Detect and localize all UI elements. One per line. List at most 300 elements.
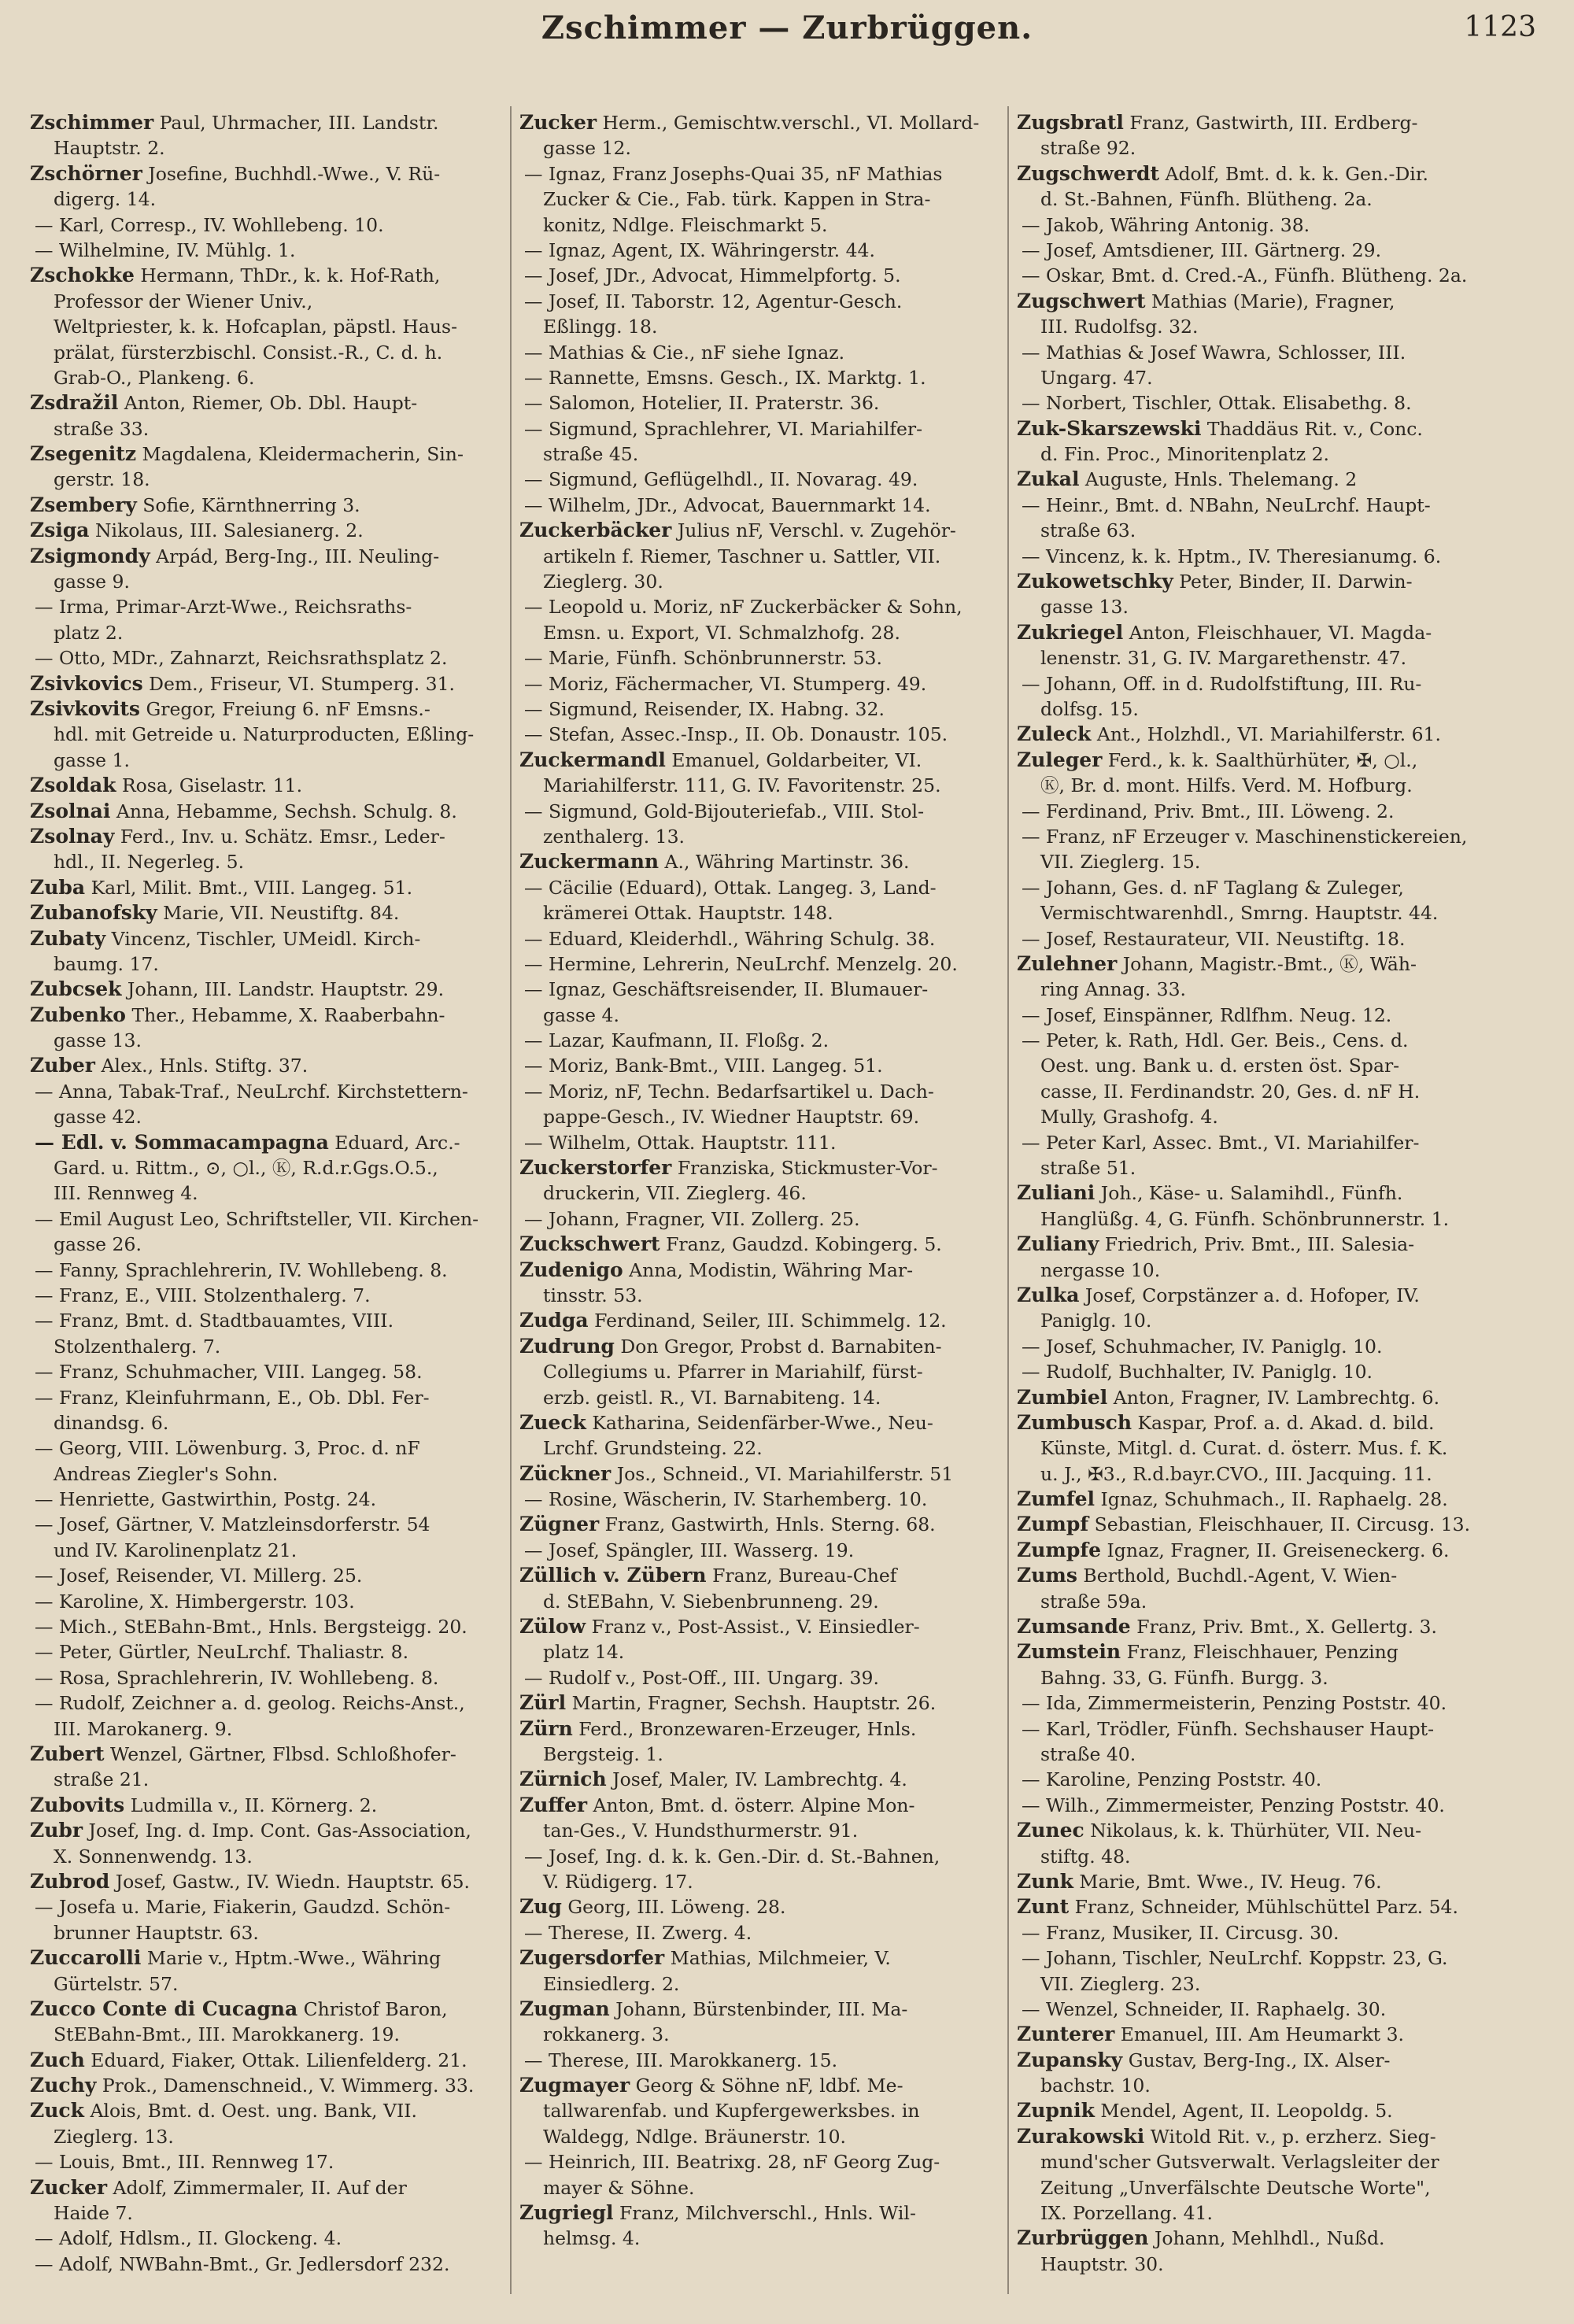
entry-text: — Johann, Fragner, VII. Zollerg. 25. [524, 1207, 860, 1230]
entry-line [30, 2200, 512, 2226]
entry-text: — Adolf, NWBahn-Bmt., Gr. Jedlersdorf 232. [35, 2252, 450, 2275]
entry-line [519, 773, 1007, 798]
entry-text: erzb. geistl. R., VI. Barnabiteng. 14. [543, 1386, 881, 1409]
entry-text: Herm., Gemischtw.verschl., VI. Mollard- [597, 112, 980, 134]
entry-line [1017, 1767, 1546, 1792]
entry-text: Stolzenthalerg. 7. [54, 1335, 221, 1358]
directory-column-1 [30, 110, 512, 2314]
entry-surname: Zubenko [30, 1003, 126, 1026]
entry-line [1017, 518, 1546, 543]
entry-text: — Franz, E., VIII. Stolzenthalerg. 7. [35, 1284, 371, 1306]
entry-heading-line [519, 518, 1007, 543]
entry-surname: Zülow [519, 1615, 586, 1639]
entry-line [1017, 1793, 1546, 1818]
entry-line [30, 1665, 512, 1690]
entry-text: V. Rüdigerg. 17. [543, 1870, 693, 1893]
entry-heading-line [30, 1945, 512, 1971]
entry-text: Gregor, Freiung 6. nF Emsns.- [140, 697, 430, 720]
entry-heading-line [519, 1894, 1007, 1919]
entry-line [30, 289, 512, 314]
entry-text: — Karl, Trödler, Fünfh. Sechshauser Haupt- [1022, 1717, 1435, 1740]
entry-text: Hermann, ThDr., k. k. Hof-Rath, [134, 264, 441, 287]
entry-heading-line [30, 2048, 512, 2073]
entry-heading-line [1017, 2098, 1546, 2123]
entry-heading-line [1017, 289, 1546, 314]
entry-text: — Ida, Zimmermeisterin, Penzing Poststr. 40. [1022, 1692, 1447, 1715]
entry-text: Vincenz, Tischler, UMeidl. Kirch- [105, 927, 421, 950]
entry-text: dinandsg. 6. [54, 1411, 169, 1434]
entry-surname: Zsivkovits [30, 696, 140, 720]
entry-text: — Rannette, Emsns. Gesch., IX. Marktg. 1. [524, 366, 926, 389]
entry-text: — Josef, JDr., Advocat, Himmelpfortg. 5. [524, 264, 901, 287]
entry-surname: Zubcsek [30, 977, 122, 1001]
entry-surname: Zuckerstorfer [519, 1156, 672, 1180]
entry-text: Don Gregor, Probst d. Barnabiten- [614, 1335, 942, 1358]
entry-text: — Johann, Tischler, NeuLrchf. Koppstr. 23, G. [1022, 1947, 1448, 1970]
entry-text: — Wilhelmine, IV. Mühlg. 1. [35, 238, 296, 261]
entry-line [30, 1385, 512, 1410]
entry-text: — Leopold u. Moriz, nF Zuckerbäcker & Sohn, [524, 596, 963, 619]
entry-surname: Zsiga [30, 519, 90, 542]
entry-text: — Wilhelm, Ottak. Hauptstr. 111. [524, 1131, 837, 1154]
entry-line [30, 187, 512, 212]
entry-line [519, 977, 1007, 1002]
entry-text: artikeln f. Riemer, Taschner u. Sattler, VII. [543, 545, 941, 567]
entry-text: platz 2. [54, 621, 124, 644]
entry-heading-line [30, 2175, 512, 2200]
entry-line [30, 212, 512, 238]
entry-line [519, 2175, 1007, 2200]
entry-text: VII. Zieglerg. 15. [1040, 851, 1201, 874]
entry-line [30, 1844, 512, 1869]
entry-text: — Irma, Primar-Arzt-Wwe., Reichsraths- [35, 596, 412, 619]
entry-surname: Zug [519, 1895, 562, 1919]
entry-line [30, 1410, 512, 1435]
entry-text: — Karl, Corresp., IV. Wohllebeng. 10. [35, 213, 384, 236]
entry-text: Marie, VII. Neustiftg. 84. [157, 902, 400, 925]
entry-text: — Franz, Schuhmacher, VIII. Langeg. 58. [35, 1361, 423, 1384]
entry-text: — Ignaz, Franz Josephs-Quai 35, nF Mathias [524, 162, 943, 185]
entry-text: — Rosa, Sprachlehrerin, IV. Wohllebeng. 8. [35, 1666, 439, 1689]
entry-text: Johann, Magistr.-Bmt., Ⓚ, Wäh- [1117, 952, 1417, 975]
entry-line [30, 314, 512, 339]
entry-text: Franz, Priv. Bmt., X. Gellertg. 3. [1130, 1616, 1437, 1639]
entry-heading-line [519, 1690, 1007, 1716]
entry-text: Gürtelstr. 57. [54, 1972, 179, 1995]
entry-line [1017, 2252, 1546, 2277]
entry-heading-line [30, 263, 512, 288]
entry-text: Hauptstr. 30. [1040, 2252, 1164, 2275]
entry-heading-line [1017, 1869, 1546, 1894]
entry-heading-line [519, 1334, 1007, 1359]
entry-text: — Josef, Spängler, III. Wasserg. 19. [524, 1539, 855, 1561]
entry-line [519, 824, 1007, 849]
entry-text: — Mathias & Cie., nF siehe Ignaz. [524, 341, 845, 364]
entry-text: Ignaz, Schuhmach., II. Raphaelg. 28. [1095, 1488, 1448, 1511]
entry-text: stiftg. 48. [1040, 1845, 1131, 1868]
entry-heading-line [30, 1818, 512, 1843]
entry-heading-line [30, 773, 512, 798]
entry-heading-line [30, 544, 512, 569]
entry-text: Josef, Corpstänzer a. d. Hofoper, IV. [1079, 1284, 1420, 1306]
entry-text: Mully, Grashofg. 4. [1040, 1106, 1218, 1129]
entry-surname: Zubert [30, 1742, 105, 1765]
entry-text: Mathias, Milchmeier, V. [664, 1947, 891, 1970]
entry-line [1017, 671, 1546, 696]
entry-text: Andreas Ziegler's Sohn. [54, 1462, 279, 1485]
entry-text: Hauptstr. 2. [54, 137, 165, 160]
entry-line [30, 1028, 512, 1053]
entry-line [519, 212, 1007, 238]
entry-text: Mariahilferstr. 111, G. IV. Favoritenstr. 25. [543, 774, 941, 797]
entry-line [30, 1563, 512, 1588]
entry-text: Collegiums u. Pfarrer in Mariahilf, fürst- [543, 1361, 923, 1384]
entry-text: — Adolf, Hdlsm., II. Glockeng. 4. [35, 2227, 342, 2250]
entry-text: Johann, III. Landstr. Hauptstr. 29. [121, 978, 445, 1001]
entry-text: Franz, Gastwirth, III. Erdberg- [1123, 112, 1418, 134]
entry-text: Ferd., Bronzewaren-Erzeuger, Hnls. [572, 1717, 917, 1740]
entry-surname: Zukal [1017, 467, 1080, 491]
entry-surname: Zuckschwert [519, 1232, 660, 1256]
entry-line [1017, 263, 1546, 288]
entry-line [519, 1385, 1007, 1410]
entry-line [519, 1589, 1007, 1614]
entry-surname: Zuliani [1017, 1181, 1096, 1205]
entry-heading-line [30, 875, 512, 900]
entry-text: — Ignaz, Geschäftsreisender, II. Blumauer- [524, 978, 929, 1001]
entry-text: gasse 26. [54, 1233, 142, 1256]
entry-line [519, 1844, 1007, 1869]
entry-text: Zeitung „Unverfälschte Deutsche Worte", [1040, 2176, 1431, 2199]
entry-text: straße 21. [54, 1768, 150, 1791]
entry-surname: Zubanofsky [30, 901, 157, 925]
entry-heading-line [30, 1793, 512, 1818]
entry-line [30, 1589, 512, 1614]
entry-line [519, 1818, 1007, 1843]
entry-line [30, 238, 512, 263]
entry-surname: Zumsande [1017, 1615, 1131, 1639]
page-number: 1123 [1464, 11, 1536, 43]
entry-text: hdl. mit Getreide u. Naturproducten, Eßling- [54, 723, 475, 746]
entry-heading-line [519, 1461, 1007, 1487]
entry-text: Zieglerg. 13. [54, 2125, 174, 2148]
entry-surname: Zugmayer [519, 2074, 630, 2097]
entry-text: Franz, Bureau-Chef [706, 1565, 897, 1587]
entry-surname: Zums [1017, 1564, 1077, 1587]
entry-surname: Zsolnay [30, 824, 115, 848]
entry-text: — Salomon, Hotelier, II. Praterstr. 36. [524, 392, 880, 415]
entry-line [519, 1538, 1007, 1563]
entry-line [30, 2022, 512, 2047]
entry-line [519, 2098, 1007, 2123]
entry-text: — Sigmund, Gold-Bijouteriefab., VIII. Stol- [524, 800, 925, 822]
entry-line [1017, 773, 1546, 798]
entry-text: — Sigmund, Geflügelhdl., II. Novarag. 49. [524, 468, 918, 491]
entry-line [30, 2124, 512, 2149]
entry-text: — Josef, Amtsdiener, III. Gärtnerg. 29. [1022, 238, 1382, 261]
entry-text: Sofie, Kärnthnerring 3. [136, 493, 360, 516]
entry-text: — Therese, III. Marokkanerg. 15. [524, 2049, 838, 2071]
entry-line [1017, 1003, 1546, 1028]
entry-text: Weltpriester, k. k. Hofcaplan, päpstl. Haus- [54, 316, 458, 338]
entry-surname: Zuliany [1017, 1232, 1099, 1256]
entry-heading-line [1017, 569, 1546, 594]
directory-column-3 [1017, 110, 1546, 2314]
entry-line [30, 135, 512, 161]
entry-text: bachstr. 10. [1040, 2075, 1151, 2097]
entry-heading-line [30, 977, 512, 1002]
entry-surname: Zuleger [1017, 748, 1103, 771]
entry-text: Kaspar, Prof. a. d. Akad. d. bild. [1132, 1411, 1435, 1434]
entry-text: — Hermine, Lehrerin, NeuLrchf. Menzelg. 20. [524, 952, 958, 975]
page-header [0, 9, 1574, 57]
entry-line [1017, 187, 1546, 212]
entry-text: StEBahn-Bmt., III. Marokkanerg. 19. [54, 2023, 400, 2046]
entry-line [30, 1308, 512, 1333]
entry-text: Anton, Bmt. d. österr. Alpine Mon- [587, 1794, 915, 1816]
entry-line [519, 135, 1007, 161]
entry-text: — Karoline, X. Himbergerstr. 103. [35, 1590, 355, 1613]
entry-heading-line [519, 748, 1007, 773]
entry-text: — Fanny, Sprachlehrerin, IV. Wohllebeng. 8. [35, 1258, 448, 1281]
entry-surname: Zürnich [519, 1768, 607, 1791]
entry-line [30, 1920, 512, 1945]
entry-text: — Josef, Reisender, VI. Millerg. 25. [35, 1565, 363, 1587]
entry-text: — Rudolf, Zeichner a. d. geolog. Reichs-Anst., [35, 1692, 465, 1715]
entry-text: — Wenzel, Schneider, II. Raphaelg. 30. [1022, 1997, 1387, 2020]
entry-text: Mathias (Marie), Fragner, [1145, 290, 1395, 312]
entry-text: — Rudolf v., Post-Off., III. Ungarg. 39. [524, 1666, 879, 1689]
entry-surname: Zumbiel [1017, 1385, 1108, 1409]
entry-line [1017, 1461, 1546, 1487]
entry-heading-line [30, 2098, 512, 2123]
entry-heading-line [1017, 110, 1546, 135]
entry-surname: Zuccarolli [30, 1946, 142, 1970]
entry-text: tan-Ges., V. Hundsthurmerstr. 91. [543, 1820, 859, 1842]
entry-text: Ignaz, Fragner, II. Greiseneckerg. 6. [1101, 1539, 1450, 1561]
entry-text: straße 63. [1040, 519, 1136, 542]
entry-line [1017, 1359, 1546, 1384]
entry-text: straße 59a. [1040, 1590, 1147, 1613]
entry-text: straße 40. [1040, 1743, 1136, 1765]
entry-line [519, 314, 1007, 339]
entry-heading-line [30, 1053, 512, 1078]
entry-text: Anton, Fleischhauer, VI. Magda- [1123, 621, 1432, 644]
entry-text: X. Sonnenwendg. 13. [54, 1845, 253, 1868]
entry-text: Ludmilla v., II. Körnerg. 2. [124, 1794, 378, 1816]
entry-line [519, 722, 1007, 747]
entry-heading-line [1017, 1232, 1546, 1257]
entry-heading-line [30, 799, 512, 824]
entry-text: — Josef, Gärtner, V. Matzleinsdorferstr. 54 [35, 1513, 430, 1536]
entry-surname: Zsoldak [30, 774, 116, 797]
entry-text: Johann, Bürstenbinder, III. Ma- [609, 1997, 908, 2020]
entry-line [1017, 1334, 1546, 1359]
entry-heading-line [30, 900, 512, 926]
entry-surname: Zucker [30, 2175, 108, 2199]
entry-text: pappe-Gesch., IV. Wiedner Hauptstr. 69. [543, 1106, 920, 1129]
entry-text: Lrchf. Grundsteing. 22. [543, 1437, 763, 1460]
entry-line [519, 1359, 1007, 1384]
entry-text: Martin, Fragner, Sechsh. Hauptstr. 26. [566, 1692, 937, 1715]
entry-text: Bahng. 33, G. Fünfh. Burgg. 3. [1040, 1666, 1328, 1689]
entry-line [1017, 900, 1546, 926]
entry-text: Magdalena, Kleidermacherin, Sin- [136, 443, 464, 466]
entry-line [519, 671, 1007, 696]
entry-text: Georg & Söhne nF, ldbf. Me- [630, 2075, 903, 2097]
entry-line [30, 748, 512, 773]
entry-surname: Zunt [1017, 1895, 1070, 1919]
entry-text: Friedrich, Priv. Bmt., III. Salesia- [1099, 1233, 1415, 1256]
entry-text: baumg. 17. [54, 952, 159, 975]
entry-heading-line [519, 1767, 1007, 1792]
entry-line [1017, 135, 1546, 161]
entry-text: Professor der Wiener Univ., [54, 290, 313, 312]
entry-surname: Zürn [519, 1716, 573, 1740]
entry-line [30, 1359, 512, 1384]
entry-line [519, 1079, 1007, 1104]
entry-line [30, 1079, 512, 1104]
entry-surname: Zuckerbäcker [519, 519, 672, 542]
entry-text: Franz, Gastwirth, Hnls. Sterng. 68. [599, 1513, 936, 1536]
entry-text: gasse 13. [54, 1029, 142, 1052]
entry-text: Emanuel, Goldarbeiter, VI. [665, 748, 922, 771]
entry-heading-line [1017, 2022, 1546, 2047]
entry-text: druckerin, VII. Zieglerg. 46. [543, 1182, 807, 1205]
entry-text: Einsiedlerg. 2. [543, 1972, 680, 1995]
entry-text: Franz, Milchverschl., Hnls. Wil- [613, 2202, 916, 2225]
entry-text: Emanuel, III. Am Heumarkt 3. [1114, 2023, 1405, 2046]
entry-line [1017, 875, 1546, 900]
entry-surname: Zudenigo [519, 1258, 623, 1281]
entry-text: krämerei Ottak. Hauptstr. 148. [543, 902, 833, 925]
entry-heading-line [519, 1716, 1007, 1742]
entry-text: — Karoline, Penzing Poststr. 40. [1022, 1768, 1322, 1791]
entry-line [30, 1435, 512, 1461]
entry-surname: Zunk [1017, 1869, 1073, 1893]
entry-text: Karl, Milit. Bmt., VIII. Langeg. 51. [85, 876, 413, 899]
entry-line [30, 2252, 512, 2277]
entry-line [30, 467, 512, 492]
entry-text: — Rudolf, Buchhalter, IV. Paniglg. 10. [1022, 1361, 1373, 1384]
entry-surname: Zugschwert [1017, 289, 1146, 312]
directory-column-2 [519, 110, 1007, 2314]
entry-text: brunner Hauptstr. 63. [54, 1921, 259, 1944]
entry-line [30, 1232, 512, 1257]
entry-heading-line [1017, 1639, 1546, 1664]
column-divider [1007, 106, 1009, 2294]
entry-text: — Moriz, nF, Techn. Bedarfsartikel u. Dach- [524, 1080, 934, 1103]
entry-line [1017, 365, 1546, 390]
entry-text: Paniglg. 10. [1040, 1310, 1152, 1332]
entry-line [30, 951, 512, 977]
entry-text: Ant., Holzhdl., VI. Mariahilferstr. 61. [1091, 723, 1441, 746]
entry-surname: Zupansky [1017, 2048, 1123, 2071]
entry-text: — Josef, Restaurateur, VII. Neustiftg. 18. [1022, 927, 1406, 950]
entry-text: — Peter, Gürtler, NeuLrchf. Thaliastr. 8. [35, 1641, 409, 1664]
entry-text: Gard. u. Rittm., ⊙, ○l., Ⓚ, R.d.r.Ggs.O.5., [54, 1157, 438, 1180]
entry-text: Mendel, Agent, II. Leopoldg. 5. [1094, 2100, 1393, 2123]
entry-text: — Eduard, Kleiderhdl., Währing Schulg. 38. [524, 927, 936, 950]
entry-heading-line [1017, 467, 1546, 492]
entry-heading-line [1017, 1487, 1546, 1512]
entry-surname: Zumbusch [1017, 1410, 1132, 1434]
entry-line [1017, 1104, 1546, 1129]
entry-surname: Zurakowski [1017, 2124, 1145, 2148]
entry-heading-line [30, 518, 512, 543]
entry-line [519, 1003, 1007, 1028]
entry-text: Franz, Fleischhauer, Penzing [1121, 1641, 1398, 1664]
entry-text: Josef, Gastw., IV. Wiedn. Hauptstr. 65. [109, 1870, 471, 1893]
entry-surname: Zulka [1017, 1283, 1080, 1306]
entry-surname: Zuckermandl [519, 748, 666, 771]
entry-text: gasse 42. [54, 1106, 142, 1129]
entry-heading-line [1017, 1512, 1546, 1537]
entry-line [1017, 1716, 1546, 1742]
entry-line [1017, 926, 1546, 951]
entry-line [519, 900, 1007, 926]
entry-text: Anton, Fragner, IV. Lambrechtg. 6. [1107, 1386, 1440, 1409]
entry-line [1017, 696, 1546, 722]
entry-line [519, 569, 1007, 594]
entry-heading-line [30, 824, 512, 849]
entry-surname: Zuchy [30, 2074, 97, 2097]
entry-text: Julius nF, Verschl. v. Zugehör- [671, 519, 956, 542]
entry-text: — Stefan, Assec.-Insp., II. Ob. Donaustr. 105. [524, 723, 948, 746]
entry-text: — Moriz, Fächermacher, VI. Stumperg. 49. [524, 672, 927, 695]
entry-heading-line [519, 1563, 1007, 1588]
entry-line [1017, 799, 1546, 824]
entry-text: konitz, Ndlge. Fleischmarkt 5. [543, 213, 828, 236]
entry-surname: Zuckermann [519, 850, 660, 874]
entry-text: Marie, Bmt. Wwe., IV. Heug. 76. [1073, 1870, 1382, 1893]
entry-line [519, 442, 1007, 467]
entry-heading-line [30, 442, 512, 467]
entry-text: straße 45. [543, 443, 639, 466]
entry-line [1017, 442, 1546, 467]
entry-line [30, 645, 512, 671]
entry-line [1017, 1079, 1546, 1104]
entry-text: — Lazar, Kaufmann, II. Floßg. 2. [524, 1029, 829, 1052]
entry-surname: Zubovits [30, 1793, 125, 1816]
entry-line [30, 1971, 512, 1997]
entry-line [1017, 2073, 1546, 2098]
entry-line [30, 569, 512, 594]
entry-text: — Josef, Schuhmacher, IV. Paniglg. 10. [1022, 1335, 1383, 1358]
entry-text: — Therese, II. Zwerg. 4. [524, 1921, 752, 1944]
entry-text: Jos., Schneid., VI. Mariahilferstr. 51 [611, 1462, 954, 1485]
entry-line [30, 1461, 512, 1487]
entry-line [519, 799, 1007, 824]
entry-line [30, 1538, 512, 1563]
entry-heading-line [30, 110, 512, 135]
entry-heading-line [1017, 1385, 1546, 1410]
entry-surname: Zucker [519, 111, 597, 134]
entry-line [30, 1894, 512, 1919]
entry-text: — Ferdinand, Priv. Bmt., III. Löweng. 2. [1022, 800, 1395, 822]
entry-line [1017, 1028, 1546, 1053]
entry-surname: Züllich v. Zübern [519, 1564, 707, 1587]
entry-surname: Zückner [519, 1461, 611, 1485]
entry-text: III. Marokanerg. 9. [54, 1717, 233, 1740]
entry-text: helmsg. 4. [543, 2227, 641, 2250]
entry-text: straße 51. [1040, 1157, 1136, 1180]
entry-line [1017, 2200, 1546, 2226]
entry-text: — Anna, Tabak-Traf., NeuLrchf. Kirchstettern- [35, 1080, 468, 1103]
entry-line [1017, 1308, 1546, 1333]
entry-line [519, 187, 1007, 212]
entry-line [519, 544, 1007, 569]
